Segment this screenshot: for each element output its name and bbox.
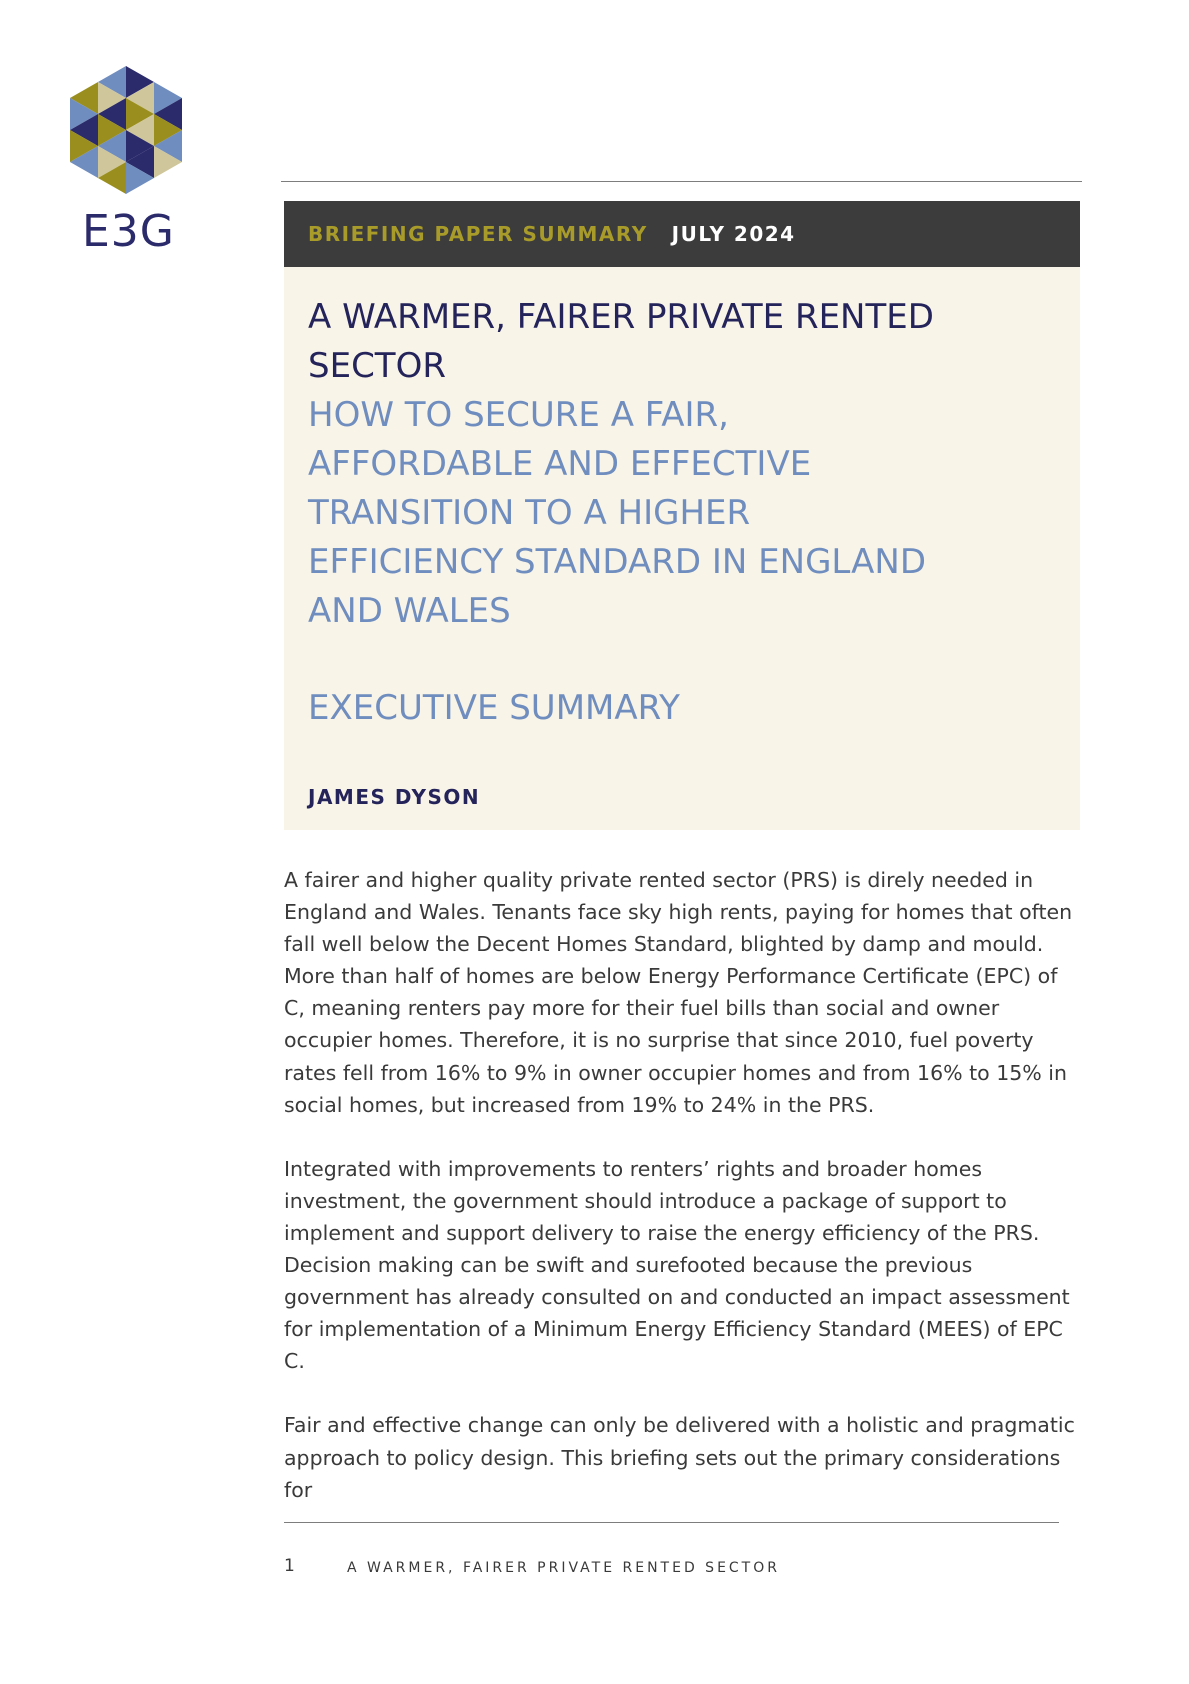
top-divider [281,181,1082,182]
section-heading: EXECUTIVE SUMMARY [308,688,680,728]
document-subtitle: HOW TO SECURE A FAIR, AFFORDABLE AND EFFECTIVE TRANSITION TO A HIGHER EFFICIENCY STANDARD IN ENGLAND AND WALES [308,395,927,631]
running-title: A WARMER, FAIRER PRIVATE RENTED SECTOR [347,1560,780,1576]
body-text [284,864,1084,1538]
logo-wordmark: E3G [82,206,175,257]
footer-divider [284,1522,1059,1523]
document-title: A WARMER, FAIRER PRIVATE RENTED SECTOR [308,297,934,386]
cover-panel [284,267,1080,830]
paragraph: Integrated with improvements to renters’ rights and broader homes investment, the government should introduce a package of support to implement and support delivery to raise the energy efficiency of the PRS. Decision making can be swift and surefooted because the previous government has already consulted on and conducted an impact assessment for implementation of a Minimum Energy Efficiency Standard (MEES) of EPC C. [284,1156,1070,1374]
publication-date: JULY 2024 [671,222,796,246]
paragraph: A fairer and higher quality private rented sector (PRS) is direly needed in England and Wales. Tenants face sky high rents, paying for homes that often fall well below the Decent Homes Standard, blighted by damp and mould. More than half of homes are below Energy Performance Certificate (EPC) of C, meaning renters pay more for their fuel bills than social and owner occupier homes. Therefore, it is no surprise that since 2010, fuel poverty rates fell from 16% to 9% in owner occupier homes and from 16% to 15% in social homes, but increased from 19% to 24% in the PRS. [284,868,1073,1117]
hexagon-logo-icon [70,66,182,196]
author-name: JAMES DYSON [308,785,481,809]
e3g-logo [70,66,182,196]
paragraph: Fair and effective change can only be delivered with a holistic and pragmatic approach to policy design. This briefing sets out the primary considerations for [284,1413,1075,1502]
document-type: BRIEFING PAPER SUMMARY [308,222,648,246]
page-number: 1 [284,1556,295,1576]
header-banner [284,201,1080,267]
